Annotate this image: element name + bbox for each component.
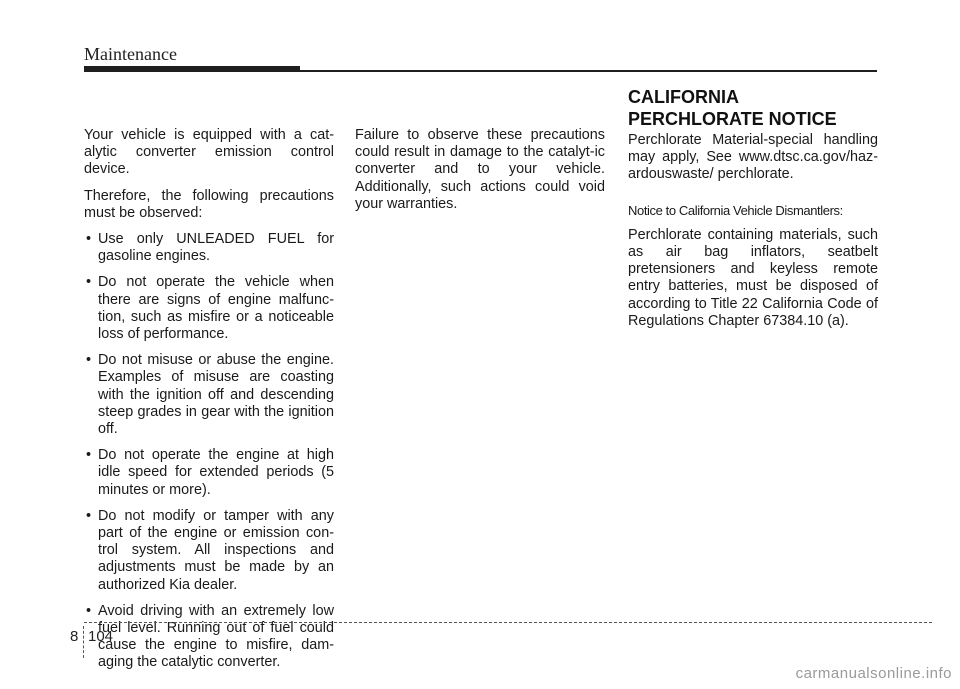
section-title: Maintenance (84, 44, 177, 64)
handling-paragraph: Perchlorate Material-special handling may apply, See www.dtsc.ca.gov/haz-ardouswaste/ perchlorate. (628, 132, 878, 183)
warranty-warning: Failure to observe these precautions could result in damage to the catalyt-ic converter and to your vehicle. Additionally, such actions could void your warranties. (355, 127, 605, 212)
list-item: • Use only UNLEADED FUEL for gasoline engines. (84, 231, 334, 265)
chapter-number: 8 (70, 628, 79, 645)
middle-column (355, 127, 605, 222)
list-item: • Do not operate the engine at high idle speed for extended periods (5 minutes or more). (84, 447, 334, 499)
precautions-intro: Therefore, the following precautions must be observed: (84, 187, 334, 221)
heading-line-2: PERCHLORATE NOTICE (628, 109, 837, 129)
footer-vertical-divider (83, 626, 84, 658)
watermark: carmanualsonline.info (795, 665, 952, 682)
page-number: 104 (88, 628, 114, 645)
list-item: • Do not operate the vehicle when there are signs of engine malfunc-tion, such as misfire or a noticeable loss of performance. (84, 274, 334, 343)
perchlorate-heading (628, 86, 888, 130)
left-column (84, 127, 334, 681)
heading-line-1: CALIFORNIA (628, 87, 739, 107)
list-item: • Do not modify or tamper with any part of the engine or emission con-trol system. All inspections and adjustments must be made by an authorized Kia dealer. (84, 508, 334, 594)
footer-divider (84, 622, 932, 623)
precautions-list (84, 231, 334, 672)
right-column (628, 132, 878, 339)
list-item: • Do not misuse or abuse the engine. Examples of misuse are coasting with the ignition off and descending steep grades in gear with the ignition off. (84, 352, 334, 438)
list-item: • Avoid driving with an extremely low fuel level. Running out of fuel could cause the engine to misfire, dam-aging the catalytic converter. (84, 603, 334, 672)
disposal-paragraph: Perchlorate containing materials, such as air bag inflators, seatbelt pretensioners and keyless remote entry batteries, must be disposed of according to Title 22 California Code of Regulations Chapter 67384.10 (a). (628, 226, 878, 329)
intro-paragraph: Your vehicle is equipped with a cat-alytic converter emission control device. (84, 127, 334, 178)
header-rule-thin (300, 70, 877, 72)
dismantlers-subheading: Notice to California Vehicle Dismantlers: (628, 202, 843, 218)
header-rule-thick (84, 66, 300, 72)
